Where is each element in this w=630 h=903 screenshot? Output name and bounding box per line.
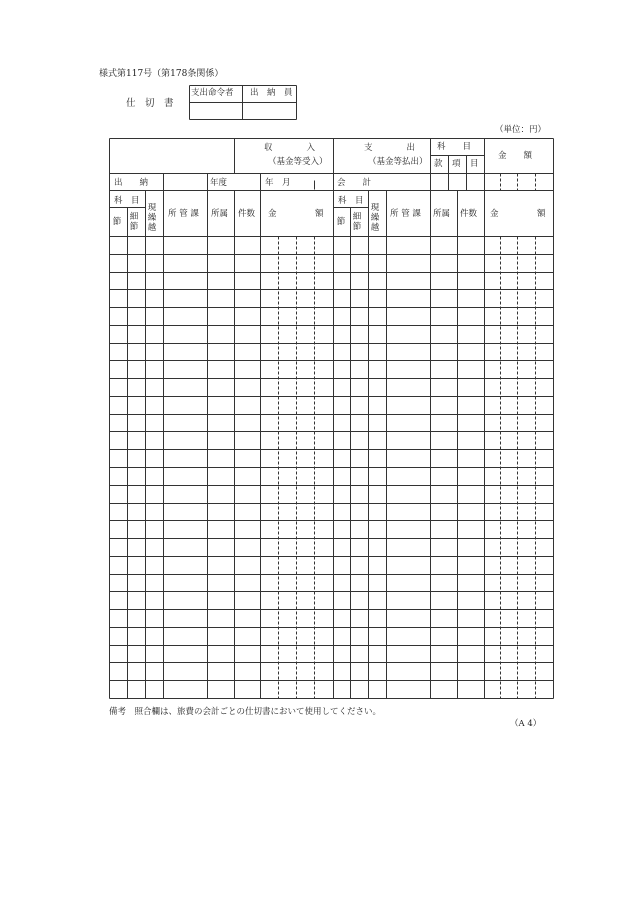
form-number: 様式第117号（第178条関係） <box>99 69 224 79</box>
income-subtitle: （基金等受入） <box>268 157 328 167</box>
unit-label: （単位：円） <box>495 125 547 135</box>
period-nendo: 年度 <box>210 178 228 188</box>
subject-label: 科 目 <box>437 142 472 152</box>
col-income-kin: 金 <box>268 209 277 219</box>
document-title: 仕 切 書 <box>126 98 174 109</box>
paper-size-label: （A 4） <box>510 719 542 729</box>
income-title: 収 入 <box>264 143 316 153</box>
approver-label-shishutsu: 支出命令者 <box>191 88 234 98</box>
col-income-kamoku: 科 目 <box>114 196 140 206</box>
col-income-setsu: 節 <box>112 217 122 227</box>
expense-title: 支 出 <box>364 143 416 153</box>
period-kaikei: 会 計 <box>337 178 372 188</box>
col-expense-shokan: 所 管 課 <box>390 209 421 219</box>
col-income-kensu: 件数 <box>238 209 256 219</box>
col-expense-setsu: 節 <box>336 217 346 227</box>
approver-label-suitou: 出 納 員 <box>250 88 293 98</box>
col-income-gaku: 額 <box>315 209 324 219</box>
period-suitou: 出 納 <box>114 178 149 188</box>
col-expense-kensu: 件数 <box>460 209 478 219</box>
col-income-saisetsu: 細節 <box>129 212 139 232</box>
col-expense-gaku: 額 <box>537 209 546 219</box>
subject-kou: 項 <box>452 159 461 169</box>
period-nengetsu: 年 月 <box>265 178 291 188</box>
expense-subtitle: （基金等払出） <box>368 157 428 167</box>
col-expense-kamoku: 科 目 <box>338 196 364 206</box>
col-income-shozoku: 所属 <box>211 209 229 219</box>
subject-moku: 目 <box>470 159 479 169</box>
subject-amount: 金 額 <box>498 151 533 161</box>
col-income-shokan: 所 管 課 <box>168 209 199 219</box>
col-expense-kin: 金 <box>490 209 499 219</box>
subject-kan: 款 <box>434 159 443 169</box>
col-income-gennetsu: 現繰越 <box>147 203 157 233</box>
remark-text: 備考 照合欄は、旅費の会計ごとの仕切書において使用してください。 <box>109 707 382 717</box>
col-expense-saisetsu: 細節 <box>352 212 362 232</box>
col-expense-shozoku: 所属 <box>433 209 451 219</box>
col-expense-gennetsu: 現繰越 <box>370 203 380 233</box>
